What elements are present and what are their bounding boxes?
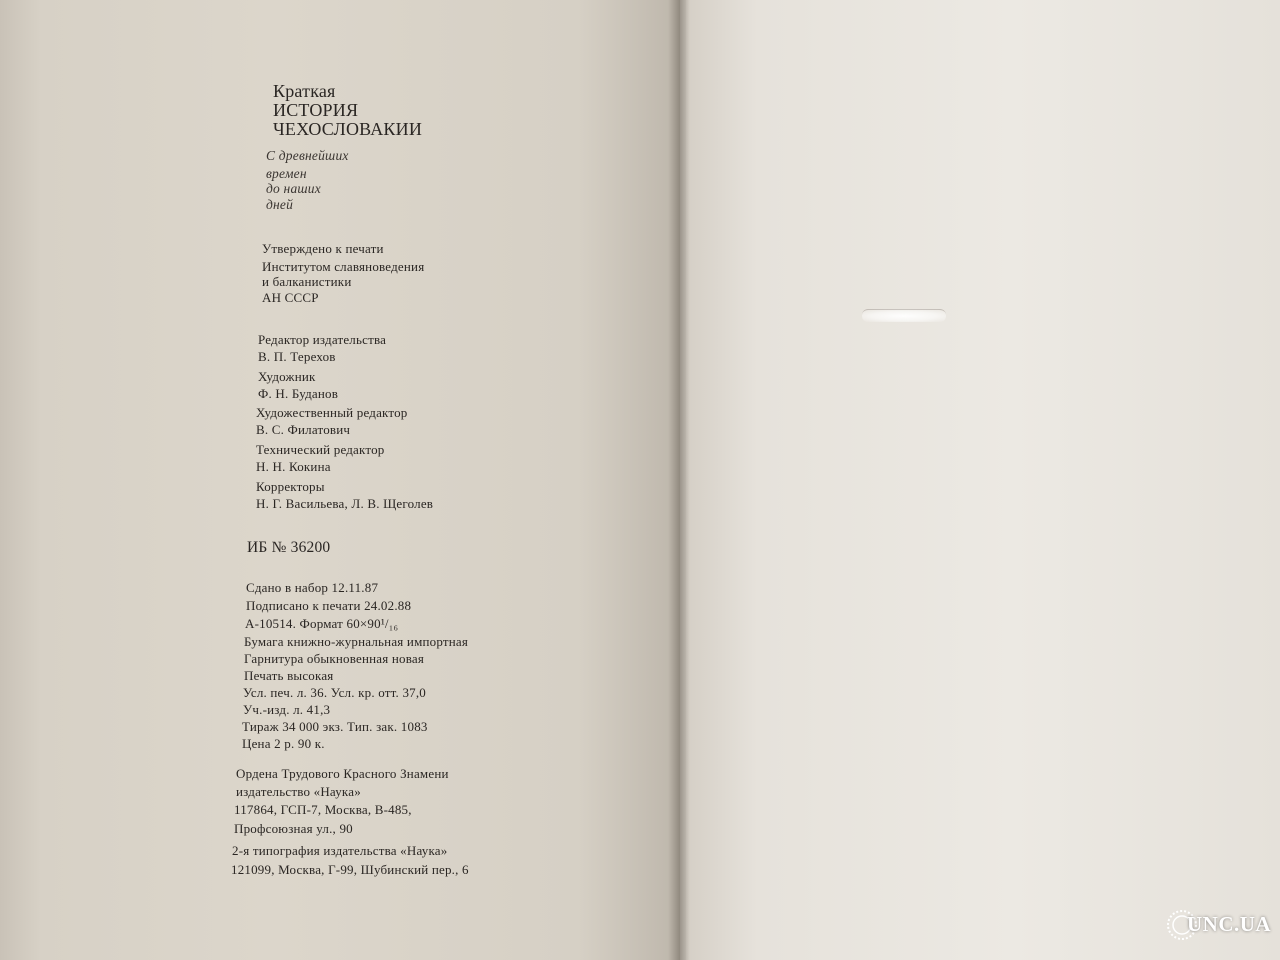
subtitle-line: до наших [266,181,321,196]
subtitle-line: С древнейших [266,148,349,163]
publisher-line: Ордена Трудового Красного Знамени [236,766,449,781]
print-detail: Усл. печ. л. 36. Усл. кр. отт. 37,0 [243,685,427,700]
approval-line: Институтом славяноведения [262,259,425,274]
publisher-line: 117864, ГСП-7, Москва, В-485, [234,802,412,817]
print-detail: Сдано в набор 12.11.87 [246,580,379,595]
approval-line: и балканистики [262,274,352,289]
credit-name: В. С. Филатович [256,422,351,437]
title-line-2: ИСТОРИЯ [273,100,359,120]
publisher-line: Профсоюзная ул., 90 [234,821,353,836]
credit-name: В. П. Терехов [258,349,336,364]
print-detail: Подписано к печати 24.02.88 [246,598,412,613]
printer-line: 121099, Москва, Г-99, Шубинский пер., 6 [231,862,469,877]
print-detail: Цена 2 р. 90 к. [242,736,325,751]
printer-line: 2-я типография издательства «Наука» [232,843,448,858]
subtitle-line: дней [266,197,294,212]
approval-line: Утверждено к печати [262,241,384,256]
credit-name: Ф. Н. Буданов [258,386,339,401]
print-detail: Уч.-изд. л. 41,3 [243,702,331,717]
print-detail: А-10514. Формат 60×90¹/₁₆ [245,616,399,631]
watermark-text: UNC.UA [1187,912,1272,936]
book-gutter [668,0,690,960]
credit-role: Художник [258,369,316,384]
approval-line: АН СССР [262,290,319,305]
publisher-line: издательство «Наука» [236,784,361,799]
credit-role: Редактор издательства [258,332,387,347]
ib-number: ИБ № 36200 [247,539,331,556]
watermark [1165,902,1275,948]
print-detail: Печать высокая [244,668,334,683]
subtitle-line: времен [266,166,307,181]
credit-role: Художественный редактор [256,405,408,420]
print-detail: Тираж 34 000 экз. Тип. зак. 1083 [242,719,428,734]
paper-blemish [862,309,946,322]
print-detail: Бумага книжно-журнальная импортная [244,634,469,649]
credit-name: Н. Г. Васильева, Л. В. Щеголев [256,496,434,511]
credit-role: Технический редактор [256,442,385,457]
credit-name: Н. Н. Кокина [256,459,331,474]
title-line-1: Краткая [273,81,336,101]
print-detail: Гарнитура обыкновенная новая [244,651,425,666]
right-page [686,0,1280,960]
title-line-3: ЧЕХОСЛОВАКИИ [273,119,423,139]
credit-role: Корректоры [256,479,325,494]
